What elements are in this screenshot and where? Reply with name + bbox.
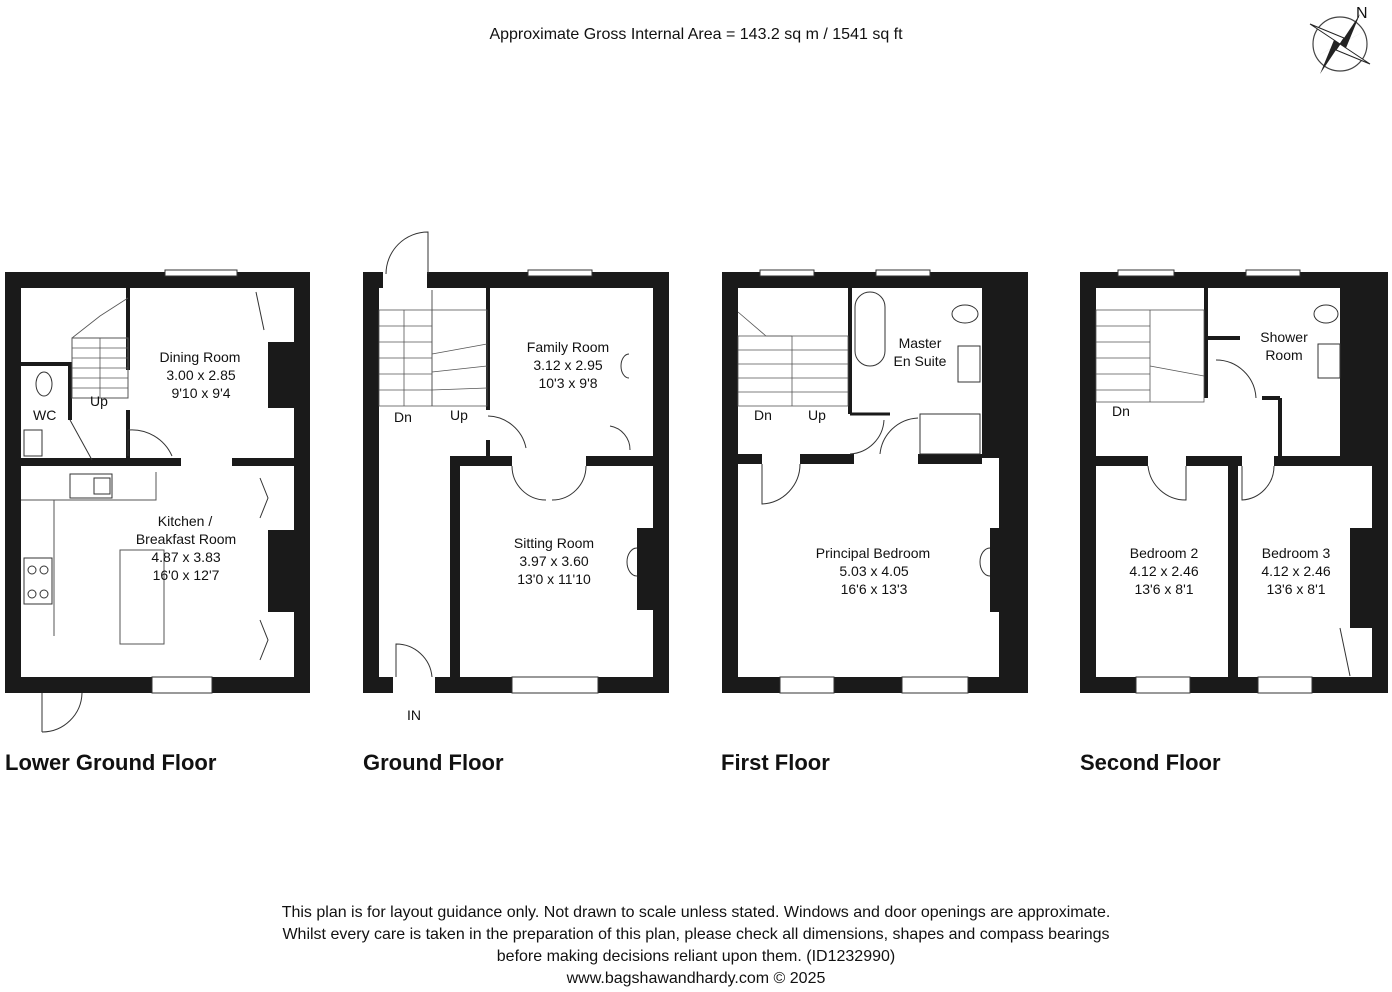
first-floor-title: First Floor (721, 750, 830, 775)
principal-bedroom-imperial: 16'6 x 13'3 (840, 581, 908, 597)
ensuite-name-line2: En Suite (893, 353, 947, 369)
ensuite-name-line1: Master (898, 335, 942, 351)
shower-room-name-line1: Shower (1260, 329, 1308, 345)
bedroom-2-imperial: 13'6 x 8'1 (1134, 581, 1194, 597)
shower-room-name-line2: Room (1265, 347, 1303, 363)
sitting-room-imperial: 13'0 x 11'10 (517, 571, 591, 587)
family-room-imperial: 10'3 x 9'8 (538, 375, 598, 391)
website-copyright: www.bagshawandhardy.com © 2025 (566, 970, 826, 987)
first-dn-label: Dn (754, 407, 772, 423)
kitchen-name-line2: Breakfast Room (135, 531, 237, 547)
disclaimer-line-3: before making decisions reliant upon them. (ID1232990) (496, 948, 896, 965)
second-floor-plan (1080, 270, 1388, 775)
gross-area-heading: Approximate Gross Internal Area = 143.2 sq m / 1541 sq ft (489, 26, 903, 43)
kitchen-imperial: 16'0 x 12'7 (152, 567, 220, 583)
dining-room-name: Dining Room (159, 349, 241, 365)
family-room-metric: 3.12 x 2.95 (533, 357, 603, 373)
compass-north-label: N (1356, 5, 1368, 22)
ground-dn-label: Dn (394, 409, 412, 425)
kitchen-name-line1: Kitchen / (157, 513, 213, 529)
lower-ground-floor-title: Lower Ground Floor (5, 750, 217, 775)
second-dn-label: Dn (1112, 403, 1130, 419)
kitchen-metric: 4.87 x 3.83 (151, 549, 221, 565)
principal-bedroom-name: Principal Bedroom (815, 545, 931, 561)
sitting-room-metric: 3.97 x 3.60 (519, 553, 589, 569)
lower-ground-up-label: Up (90, 393, 108, 409)
dining-room-metric: 3.00 x 2.85 (166, 367, 236, 383)
entrance-in-label: IN (407, 707, 421, 723)
first-up-label: Up (808, 407, 826, 423)
second-floor-title: Second Floor (1080, 750, 1221, 775)
first-floor-plan (721, 270, 1028, 775)
disclaimer-line-2: Whilst every care is taken in the preparation of this plan, please check all dimensions, shapes and compass bearings (282, 926, 1110, 943)
wc-label: WC (33, 407, 57, 423)
sitting-room-name: Sitting Room (513, 535, 595, 551)
disclaimer-line-1: This plan is for layout guidance only. Not drawn to scale unless stated. Windows and door openings are approximate. (281, 904, 1111, 921)
bedroom-3-name: Bedroom 3 (1261, 545, 1331, 561)
lower-ground-floor-plan (5, 270, 310, 775)
bedroom-2-name: Bedroom 2 (1129, 545, 1199, 561)
family-room-name: Family Room (526, 339, 610, 355)
principal-bedroom-metric: 5.03 x 4.05 (839, 563, 909, 579)
ground-up-label: Up (450, 407, 468, 423)
dining-room-imperial: 9'10 x 9'4 (171, 385, 231, 401)
compass-icon (1310, 5, 1370, 74)
ground-floor-title: Ground Floor (363, 750, 504, 775)
ground-floor-plan (363, 232, 669, 775)
bedroom-3-imperial: 13'6 x 8'1 (1266, 581, 1326, 597)
disclaimer-footer (0, 902, 1392, 990)
bedroom-3-metric: 4.12 x 2.46 (1261, 563, 1331, 579)
bedroom-2-metric: 4.12 x 2.46 (1129, 563, 1199, 579)
